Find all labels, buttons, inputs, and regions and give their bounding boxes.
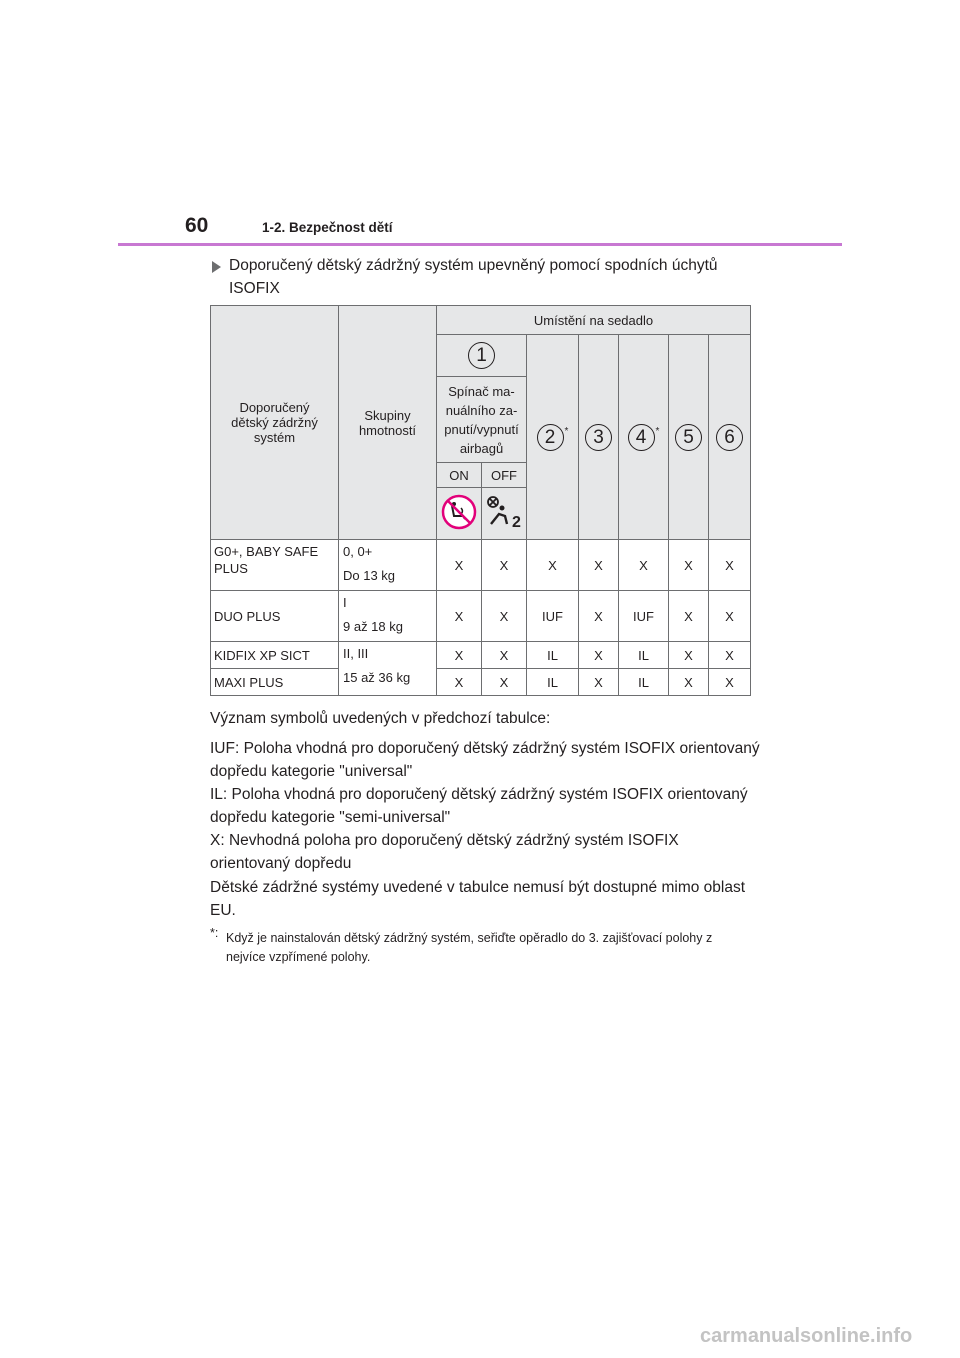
row-value: X — [482, 540, 527, 591]
row-value: X — [709, 540, 751, 591]
row-value: X — [437, 591, 482, 642]
seat-number-1: 1 — [468, 342, 495, 369]
row-value: X — [669, 669, 709, 696]
availability-note: Dětské zádržné systémy uvedené v tabulce nemusí být dostupné mimo oblast EU. — [210, 879, 746, 919]
row-value: X — [709, 591, 751, 642]
row-value: IL — [527, 669, 579, 696]
header-divider — [118, 243, 842, 246]
row-value: X — [579, 642, 619, 669]
seat-4-asterisk: * — [655, 425, 660, 437]
seat-number-2: 2 — [537, 424, 564, 451]
row-group-class: 0, 0+ — [343, 544, 373, 559]
isofix-table — [210, 305, 751, 696]
row-system-name: G0+, BABY SAFE PLUS — [211, 540, 339, 591]
seat-5-header — [669, 335, 709, 540]
seat-2-asterisk: * — [564, 425, 569, 437]
seat-number-4: 4 — [628, 424, 655, 451]
legend-intro: Význam symbolů uvedených v předchozí tabulce: — [210, 710, 551, 727]
airbag-on-label: ON — [437, 463, 482, 488]
legend-iuf: IUF: Poloha vhodná pro doporučený dětský zádržný systém ISOFIX orientovaný dopředu kategorie "universal" — [210, 740, 760, 780]
row-value: X — [437, 540, 482, 591]
row-group — [339, 642, 437, 696]
seat-3-header — [579, 335, 619, 540]
row-value: IL — [619, 642, 669, 669]
row-system-name: KIDFIX XP SICT — [211, 642, 339, 669]
airbag-off-label: OFF — [482, 463, 527, 488]
row-value: X — [669, 642, 709, 669]
airbag-off-2-icon — [485, 494, 523, 530]
row-group-weight: Do 13 kg — [343, 568, 396, 583]
watermark: carmanualsonline.info — [700, 1325, 913, 1347]
page-number: 60 — [185, 214, 209, 237]
seat-6-header — [709, 335, 751, 540]
row-group — [339, 591, 437, 642]
seat-number-5: 5 — [675, 424, 702, 451]
row-value: X — [482, 591, 527, 642]
row-value: X — [579, 591, 619, 642]
passenger-airbag-off-icon — [441, 494, 477, 530]
row-system-name: DUO PLUS — [211, 591, 339, 642]
seat-1-header — [437, 335, 527, 377]
row-value: X — [619, 540, 669, 591]
seat-number-6: 6 — [716, 424, 743, 451]
legend-x: X: Nevhodná poloha pro doporučený dětský zádržný systém ISOFIX orientovaný dopředu — [210, 832, 679, 872]
section-title: 1-2. Bezpečnost dětí — [262, 220, 393, 235]
row-value: IUF — [527, 591, 579, 642]
col-header-groups: Skupiny hmotností — [339, 306, 437, 540]
row-value: IUF — [619, 591, 669, 642]
row-value: X — [437, 669, 482, 696]
row-value: X — [527, 540, 579, 591]
seat-2-header — [527, 335, 579, 540]
row-value: X — [482, 642, 527, 669]
airbag-switch-header: Spínač ma-nuálního za-pnutí/vypnutí airbagů — [437, 377, 527, 463]
row-value: X — [669, 540, 709, 591]
airbag-on-cell — [437, 488, 482, 540]
row-group-weight: 9 až 18 kg — [343, 619, 403, 634]
airbag-off-cell — [482, 488, 527, 540]
section-heading: Doporučený dětský zádržný systém upevněný pomocí spodních úchytů ISOFIX — [229, 257, 718, 297]
legend-il: IL: Poloha vhodná pro doporučený dětský zádržný systém ISOFIX orientovaný dopředu kategorie "semi-universal" — [210, 786, 748, 826]
seat-number-3: 3 — [585, 424, 612, 451]
col-header-seat-position: Umístění na sedadlo — [437, 306, 751, 335]
row-value: IL — [619, 669, 669, 696]
footnote-text: Když je nainstalován dětský zádržný systém, seřiďte opěradlo do 3. zajišťovací polohy z nejvíce vzpřímené polohy. — [226, 931, 713, 964]
row-value: X — [669, 591, 709, 642]
row-value: X — [709, 642, 751, 669]
seat-4-header — [619, 335, 669, 540]
row-group-weight: 15 až 36 kg — [343, 670, 411, 685]
row-value: X — [579, 669, 619, 696]
row-value: X — [482, 669, 527, 696]
bullet-triangle-icon — [212, 261, 221, 273]
row-value: X — [709, 669, 751, 696]
footnote-marker: *: — [210, 926, 219, 940]
svg-text:2: 2 — [512, 514, 521, 530]
col-header-system: Doporučený dětský zádržný systém — [211, 306, 339, 540]
row-system-name: MAXI PLUS — [211, 669, 339, 696]
row-value: X — [437, 642, 482, 669]
row-group — [339, 540, 437, 591]
row-value: IL — [527, 642, 579, 669]
row-group-class: II, III — [343, 646, 369, 661]
row-value: X — [579, 540, 619, 591]
row-group-class: I — [343, 595, 347, 610]
